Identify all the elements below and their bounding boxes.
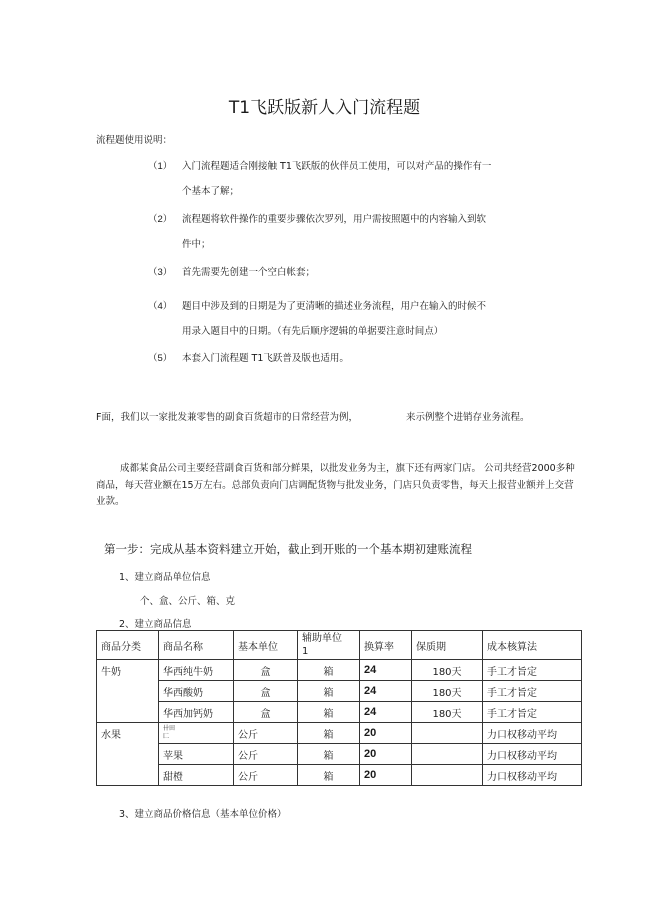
usage-item-text-cont: 用录入题目中的日期。（有先后顺序逻辑的单据要注意时间点） xyxy=(182,326,444,337)
usage-item-text: 入门流程题适合刚接触 T1飞跃版的伙伴员工使用，可以对产品的操作有一 xyxy=(182,161,492,172)
usage-item-text-cont: 件中； xyxy=(182,239,211,250)
section-1-heading: 1、建立商品单位信息 xyxy=(119,572,211,583)
cell-aux-unit: 箱 xyxy=(298,723,360,744)
cell-conversion-rate: 20 xyxy=(360,765,412,786)
cell-shelf-life: 180天 xyxy=(412,660,483,681)
cell-category: 水果 xyxy=(97,723,159,744)
table-row xyxy=(97,765,582,786)
usage-item-text: 流程题将软件操作的重要步骤依次罗列，用户需按照题中的内容输入到软 xyxy=(182,214,487,225)
section-3-heading: 3、建立商品价格信息（基本单位价格） xyxy=(119,809,287,820)
document-title: T1飞跃版新人入门流程题 xyxy=(228,98,421,118)
usage-item-number: （4） xyxy=(148,301,173,312)
cell-base-unit: 盒 xyxy=(234,660,298,681)
header-category: 商品分类 xyxy=(97,631,159,660)
header-aux-unit: 辅助单位 1 xyxy=(298,631,360,660)
usage-item-number: （3） xyxy=(148,267,173,278)
company-description-line1: 成都某食品公司主要经营副食百货和部分鲜果，以批发业务为主，旗下还有两家门店。 公司共经营2000多种 xyxy=(120,463,575,474)
table-row xyxy=(97,660,582,681)
header-base-unit: 基本单位 xyxy=(234,631,298,660)
cell-cost-method: 力口权移动平均 xyxy=(483,765,582,786)
cell-shelf-life xyxy=(412,744,483,765)
cell-conversion-rate: 24 xyxy=(360,681,412,702)
cell-cost-method: 手工才旨定 xyxy=(483,660,582,681)
cell-aux-unit: 箱 xyxy=(298,744,360,765)
company-description-line2: 商品，每天营业额在15万左右。总部负责向门店调配货物与批发业务，门店只负责零售，每天上报营业额并上交营 xyxy=(96,480,574,491)
cell-base-unit: 盒 xyxy=(234,702,298,723)
cell-aux-unit: 箱 xyxy=(298,681,360,702)
cell-cost-method: 力口权移动平均 xyxy=(483,744,582,765)
cell-aux-unit: 箱 xyxy=(298,765,360,786)
table-row xyxy=(97,702,582,723)
table-row xyxy=(97,723,582,744)
cell-name: 甜橙 xyxy=(159,765,234,786)
usage-item-number: （5） xyxy=(148,353,173,364)
header-shelf-life: 保质期 xyxy=(412,631,483,660)
cell-name: 华西加钙奶 xyxy=(159,702,234,723)
cell-name: 华西纯牛奶 xyxy=(159,660,234,681)
cell-category xyxy=(97,765,159,786)
cell-aux-unit: 箱 xyxy=(298,660,360,681)
header-conversion-rate: 换算率 xyxy=(360,631,412,660)
company-description-line3: 业款。 xyxy=(96,496,125,507)
cell-name: 华西酸奶 xyxy=(159,681,234,702)
cell-conversion-rate: 20 xyxy=(360,744,412,765)
cell-shelf-life xyxy=(412,723,483,744)
cell-cost-method: 力口权移动平均 xyxy=(483,723,582,744)
cell-category xyxy=(97,744,159,765)
usage-item-number: （1） xyxy=(148,161,173,172)
cell-cost-method: 手工才旨定 xyxy=(483,681,582,702)
usage-item-text-cont: 个基本了解； xyxy=(182,186,240,197)
table-row xyxy=(97,681,582,702)
cell-conversion-rate: 24 xyxy=(360,660,412,681)
cell-category xyxy=(97,681,159,702)
step1-heading: 第一步：完成从基本资料建立开始，截止到开账的一个基本期初建账流程 xyxy=(104,542,472,556)
section-2-heading: 2、建立商品信息 xyxy=(119,619,192,630)
usage-item-text: 首先需要先创建一个空白帐套； xyxy=(182,267,316,278)
cell-name: 苹果 xyxy=(159,744,234,765)
cell-shelf-life xyxy=(412,765,483,786)
cell-category xyxy=(97,702,159,723)
usage-item-text: 本套入门流程题 T1飞跃普及版也适用。 xyxy=(182,353,349,364)
cell-conversion-rate: 20 xyxy=(360,723,412,744)
header-cost-method: 成本核算法 xyxy=(483,631,582,660)
units-list: 个、盒、公斤、箱、克 xyxy=(140,596,236,607)
usage-item-number: （2） xyxy=(148,214,173,225)
cell-shelf-life: 180天 xyxy=(412,681,483,702)
cell-base-unit: 公斤 xyxy=(234,744,298,765)
cell-base-unit: 公斤 xyxy=(234,723,298,744)
header-name: 商品名称 xyxy=(159,631,234,660)
table-row xyxy=(97,744,582,765)
cell-shelf-life: 180天 xyxy=(412,702,483,723)
cell-aux-unit: 箱 xyxy=(298,702,360,723)
cell-name: 卄田 匚 xyxy=(159,723,234,744)
cell-base-unit: 盒 xyxy=(234,681,298,702)
table-header-row xyxy=(97,631,582,660)
cell-conversion-rate: 24 xyxy=(360,702,412,723)
usage-heading: 流程题使用说明： xyxy=(96,135,173,146)
goods-info-table xyxy=(96,630,582,786)
intro-text-right: 来示例整个进销存业务流程。 xyxy=(406,412,530,423)
intro-text-left: F面，我们以一家批发兼零售的副食百货超市的日常经营为例， xyxy=(96,412,358,423)
usage-item-text: 题目中涉及到的日期是为了更清晰的描述业务流程，用户在输入的时候不 xyxy=(182,301,487,312)
cell-base-unit: 公斤 xyxy=(234,765,298,786)
cell-category: 牛奶 xyxy=(97,660,159,681)
cell-cost-method: 手工才旨定 xyxy=(483,702,582,723)
